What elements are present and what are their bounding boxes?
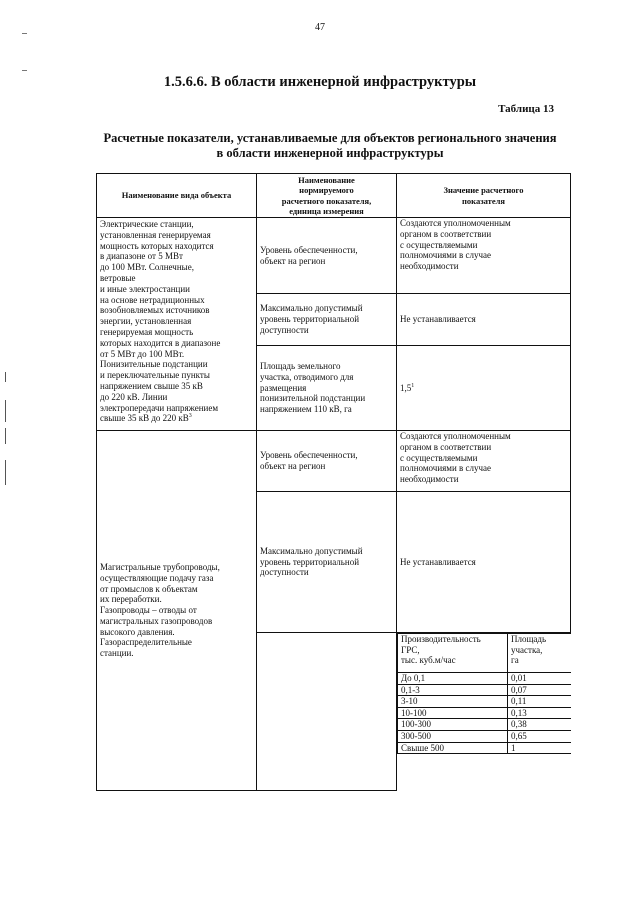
grs-capacity: Свыше 500	[398, 742, 508, 754]
grs-header-row	[398, 634, 571, 673]
grs-area-table	[397, 633, 571, 754]
value-cell: Создаются уполномоченным органом в соответствии с осуществляемыми полномочиями в случае необходимости	[397, 431, 571, 492]
grs-capacity: До 0,1	[398, 673, 508, 685]
scan-mark	[22, 70, 27, 71]
header-indicator: Наименование нормируемого расчетного показателя, единица измерения	[257, 174, 397, 218]
indicator-cell: Максимально допустимый уровень территориальной доступности	[257, 492, 397, 633]
table-title	[60, 131, 600, 161]
grs-header-area: Площадь участка, га	[508, 634, 571, 673]
indicator-cell: Площадь земельного участка, отводимого для размещения понизительной подстанции напряжением 110 кВ, га	[257, 346, 397, 431]
grs-row	[398, 707, 571, 719]
scan-mark	[5, 372, 6, 382]
grs-area: 0,13	[508, 707, 571, 719]
table-header-row	[97, 174, 571, 218]
scan-mark	[5, 400, 6, 422]
page-number: 47	[315, 22, 325, 33]
footnote-ref: 3	[188, 413, 192, 420]
grs-capacity: 3-10	[398, 696, 508, 708]
grs-area: 0,07	[508, 684, 571, 696]
grs-header-capacity: Производительность ГРС, тыс. куб.м/час	[398, 634, 508, 673]
grs-row	[398, 742, 571, 754]
grs-capacity: 10-100	[398, 707, 508, 719]
header-value: Значение расчетного показателя	[397, 174, 571, 218]
grs-row	[398, 684, 571, 696]
scan-mark	[5, 428, 6, 444]
indicator-cell-empty	[257, 633, 397, 791]
object-type-cell-gas: Магистральные трубопроводы, осуществляющие подачу газа от промыслов к объектам их переработки. Газопроводы – отводы от магистральных газопроводов высокого давления. Газораспределительные станции.	[97, 431, 257, 791]
table-title-line: Расчетные показатели, устанавливаемые для объектов регионального значения	[103, 131, 557, 145]
value-cell: Создаются уполномоченным органом в соответствии с осуществляемыми полномочиями в случае необходимости	[397, 218, 571, 294]
gas-table-cell	[397, 633, 571, 791]
value-cell: $1,5^1$	[397, 346, 571, 431]
grs-area: 0,65	[508, 730, 571, 742]
grs-area: 0,01	[508, 673, 571, 685]
grs-capacity: 100-300	[398, 719, 508, 731]
grs-area: 0,38	[508, 719, 571, 731]
value-cell: Не устанавливается	[397, 294, 571, 346]
indicator-cell: Максимально допустимый уровень территориальной доступности	[257, 294, 397, 346]
scan-mark	[5, 460, 6, 485]
indicator-cell: Уровень обеспеченности, объект на регион	[257, 218, 397, 294]
grs-row	[398, 673, 571, 685]
grs-row	[398, 696, 571, 708]
grs-row	[398, 730, 571, 742]
table-row	[97, 218, 571, 294]
grs-row	[398, 719, 571, 731]
indicators-table	[96, 173, 571, 791]
footnote-ref: 1	[411, 382, 415, 389]
grs-capacity: 300-500	[398, 730, 508, 742]
table-row	[97, 431, 571, 492]
grs-capacity: 0,1-3	[398, 684, 508, 696]
table-title-line: в области инженерной инфраструктуры	[216, 146, 444, 160]
table-label: Таблица 13	[498, 103, 554, 115]
indicator-cell: Уровень обеспеченности, объект на регион	[257, 431, 397, 492]
grs-area: 0,11	[508, 696, 571, 708]
value-cell: Не устанавливается	[397, 492, 571, 633]
grs-area: 1	[508, 742, 571, 754]
scan-mark	[22, 33, 27, 34]
section-heading: 1.5.6.6. В области инженерной инфраструктуры	[163, 74, 477, 90]
header-object-type: Наименование вида объекта	[97, 174, 257, 218]
object-type-cell-power: Электрические станции, установленная генерируемая мощность которых находится в диапазоне от 5 МВт до 100 МВт. Солнечные, ветровые и иные электростанции на основе нетрадиционных возобновляемых источников энергии, установленная генерируемая мощность которых находится в диапазоне от 5 МВт до 100 МВт. Понизительные подстанции и переключательные пункты напряжением свыше 35 кВ до 220 кВ. Линии электропередачи напряжением свыше 35 кВ до 220 $кВ^3$	[97, 218, 257, 431]
